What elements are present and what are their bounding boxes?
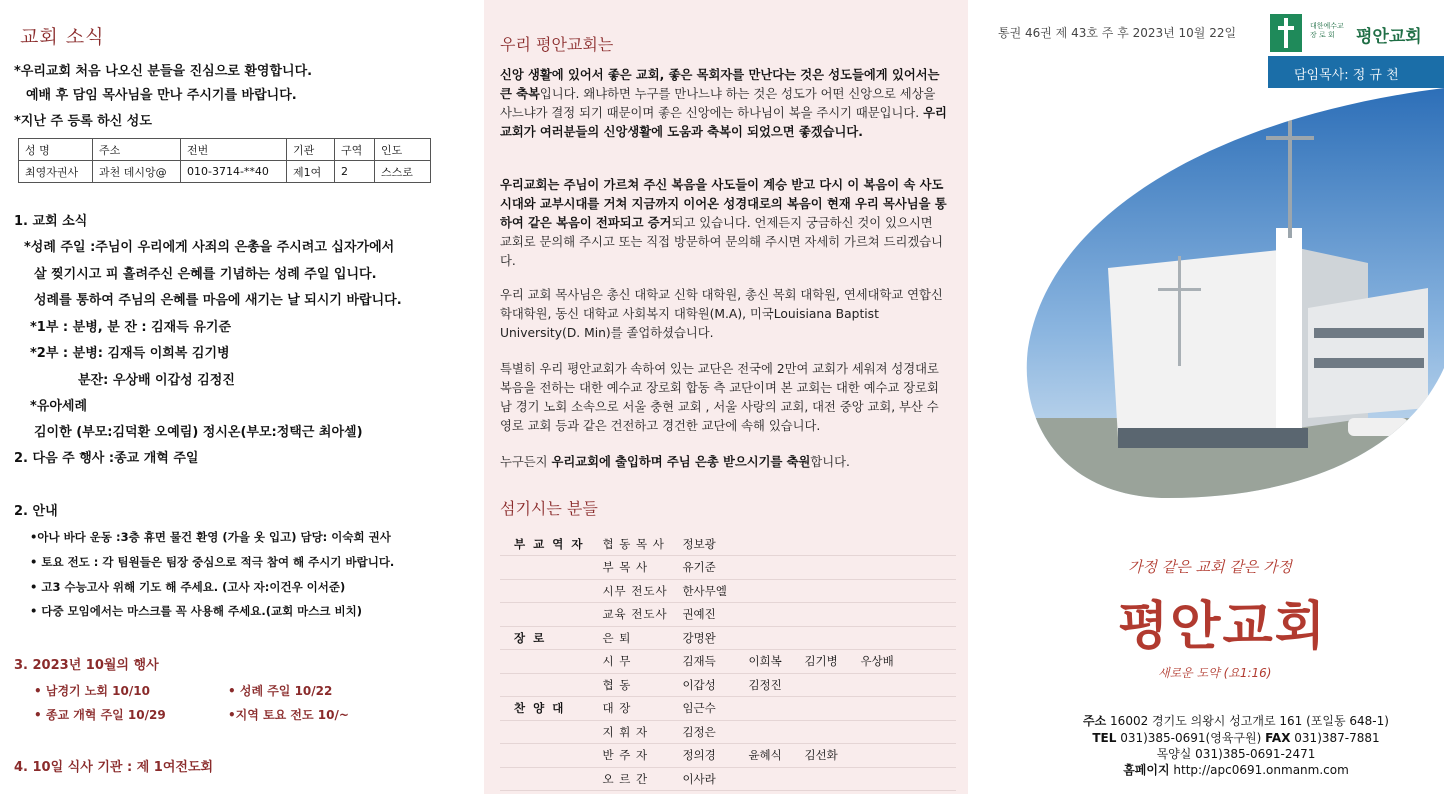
- event-4: •지역 토요 전도 10/~: [228, 708, 349, 722]
- cell: [744, 532, 800, 556]
- cell: 2: [335, 161, 375, 183]
- table-row: [500, 720, 956, 744]
- cell: 부 목 사: [588, 556, 678, 580]
- homepage-link[interactable]: http://apc0691.onmanm.com: [1169, 763, 1349, 777]
- event-1: • 남경기 노회 10/10: [34, 684, 150, 698]
- cell: 협 동: [588, 673, 678, 697]
- logo-church-name: 평안교회: [1356, 27, 1422, 47]
- cell: [500, 744, 588, 768]
- section-1-title: 1. 교회 소식: [14, 214, 88, 229]
- cell: 김기병: [800, 650, 856, 674]
- intro-paragraph-3: 우리 교회 목사님은 총신 대학교 신학 대학원, 총신 목회 대학원, 연세대학교 연합신학대학원, 동신 대학교 사회복지 대학원(M.A), 미국Louisiana Baptist University(D. Min)를 졸업하셨습니다.: [500, 288, 943, 340]
- cell: [744, 579, 800, 603]
- fax-label: FAX: [1265, 731, 1291, 745]
- cell: [800, 767, 856, 791]
- col-phone: 전번: [181, 139, 287, 161]
- table-row: [500, 626, 956, 650]
- cell: 지 휘 자: [588, 720, 678, 744]
- cell: [744, 697, 800, 721]
- cell: 찬 양 대: [500, 697, 588, 721]
- cell: 장 로: [500, 626, 588, 650]
- col-guide: 인도: [375, 139, 431, 161]
- cell: 정보광: [678, 532, 744, 556]
- cover-panel: [968, 0, 1444, 794]
- cell: 정의경: [678, 744, 744, 768]
- cell: [800, 603, 856, 627]
- section-5-title: 4. 10일 식사 기관 : 제 1여전도회: [14, 760, 214, 775]
- cell: 임근수: [678, 697, 744, 721]
- intro-p1-text: 입니다. 왜냐하면 누구를 만나느냐 하는 것은 성도가 어떤 신앙으로 세상을 사느냐가 결정 되기 때문이며 좋은 신앙에는 하나님이 복을 주시기 때문입니다.: [500, 87, 936, 120]
- cell: 김정은: [678, 720, 744, 744]
- intro-p5-a: 누구든지: [500, 455, 552, 469]
- cell: 오 르 간: [588, 767, 678, 791]
- cell: [856, 697, 956, 721]
- intro-paragraph-4: 특별히 우리 평안교회가 속하여 있는 교단은 전국에 2만여 교회가 세워져 성경대로 복음을 전하는 대한 예수교 장로회 합동 측 교단이며 본 교회는 대한 예수교 장로회 남 경기 노회 소속으로 서울 충현 교회 , 서울 사랑의 교회, 대전 중앙 교회, 부산 수 영로 교회 등과 같은 건전하고 경건한 교단에 속해 있습니다.: [500, 362, 939, 433]
- table-row: [500, 767, 956, 791]
- notice-2: • 토요 전도 : 각 팀원들은 팀장 중심으로 적극 참여 해 주시기 바랍니다.: [30, 555, 395, 569]
- cell: [856, 673, 956, 697]
- cell: 010-3714-**40: [181, 161, 287, 183]
- section-3-title: 2. 안내: [14, 504, 58, 519]
- cell: 제1여: [287, 161, 335, 183]
- service-1-line: *1부 : 분병, 분 잔 : 김재득 유기준: [30, 320, 231, 335]
- news-title: 교회 소식: [20, 26, 105, 48]
- homepage-label: 홈페이지: [1123, 763, 1170, 777]
- section-2-title: 2. 다음 주 행사 :종교 개혁 주일: [14, 451, 199, 466]
- issue-info: 통권 46권 제 43호 주 후 2023년 10월 22일: [998, 26, 1237, 40]
- cell: 이희복: [744, 650, 800, 674]
- cell: [500, 650, 588, 674]
- table-row: [500, 650, 956, 674]
- cell: [800, 697, 856, 721]
- service-2-cup-line: 분잔: 우상배 이갑성 김정진: [78, 373, 235, 388]
- cell: [856, 626, 956, 650]
- cell: [744, 603, 800, 627]
- sacrament-line-3: 성례를 통하여 주님의 은혜를 마음에 새기는 날 되시기 바랍니다.: [34, 293, 402, 308]
- cell: [856, 744, 956, 768]
- table-row: [500, 697, 956, 721]
- cell: 스스로: [375, 161, 431, 183]
- table-row: [500, 603, 956, 627]
- infant-baptism-names: 김이한 (부모:김덕환 오예림) 정시온(부모:정택근 최아셀): [34, 425, 363, 440]
- cell: 우상배: [856, 650, 956, 674]
- church-news-panel: [0, 0, 484, 794]
- cell: [500, 556, 588, 580]
- table-row: [500, 673, 956, 697]
- col-address: 주소: [93, 139, 181, 161]
- cell: 과천 데시앙@: [93, 161, 181, 183]
- registration-table: [18, 138, 431, 183]
- cell: 강명완: [678, 626, 744, 650]
- slogan: 가정 같은 교회 같은 가정: [1128, 558, 1292, 576]
- table-row: [500, 532, 956, 556]
- cell: 대 장: [588, 697, 678, 721]
- col-name: 성 명: [19, 139, 93, 161]
- event-3: • 종교 개혁 주일 10/29: [34, 708, 166, 722]
- homepage-line[interactable]: [1028, 761, 1444, 778]
- notice-4: • 다중 모임에서는 마스크를 꼭 사용해 주세요.(교회 마스크 비치): [30, 604, 362, 618]
- intro-p5-bold: 우리교회에 출입하며 주님 은총 받으시기를 축원: [551, 455, 811, 469]
- intro-paragraph-1: [500, 66, 948, 142]
- table-row: [500, 556, 956, 580]
- cell: [500, 603, 588, 627]
- senior-pastor: 담임목사: 정 규 천: [1294, 68, 1399, 83]
- cell: 유기준: [678, 556, 744, 580]
- col-district: 구역: [335, 139, 375, 161]
- cell: 최영자권사: [19, 161, 93, 183]
- cell: 윤혜식: [744, 744, 800, 768]
- church-building-image: [1008, 88, 1444, 498]
- cell: [856, 579, 956, 603]
- sacrament-line-2: 살 찢기시고 피 흘려주신 은혜를 기념하는 성례 주일 입니다.: [34, 267, 377, 282]
- cell: [500, 720, 588, 744]
- pastor-office-line: 목양실 031)385-0691-2471: [1156, 747, 1316, 761]
- cell: 이사라: [678, 767, 744, 791]
- cell: 이갑성: [678, 673, 744, 697]
- intro-p5-b: 합니다.: [810, 455, 850, 469]
- cell: [500, 767, 588, 791]
- sacrament-line-1: *성례 주일 :주님이 우리에게 사죄의 은총을 주시려고 십자가에서: [24, 240, 395, 255]
- servants-table: [500, 532, 956, 791]
- cell: 협 동 목 사: [588, 532, 678, 556]
- cell: [744, 626, 800, 650]
- welcome-line-1: *우리교회 처음 나오신 분들을 진심으로 환영합니다.: [14, 64, 313, 79]
- cell: [500, 673, 588, 697]
- event-2: • 성례 주일 10/22: [228, 684, 333, 698]
- cell: 부 교 역 자: [500, 532, 588, 556]
- church-intro-panel: [484, 0, 968, 794]
- intro-paragraph-5: [500, 453, 948, 472]
- table-row: [19, 161, 431, 183]
- fax-value: 031)387-7881: [1290, 731, 1380, 745]
- notice-3: • 고3 수능고사 위해 기도 해 주세요. (고사 자:이건우 이서준): [30, 580, 346, 594]
- cell: 김재득: [678, 650, 744, 674]
- service-2-line: *2부 : 분병: 김재득 이희복 김기병: [30, 346, 230, 361]
- cell: 김선화: [800, 744, 856, 768]
- table-header-row: [19, 139, 431, 161]
- denomination-label: 대한예수교 장 로 회: [1310, 22, 1344, 39]
- cell: [856, 532, 956, 556]
- address-line: [1028, 712, 1444, 729]
- cell: 권예진: [678, 603, 744, 627]
- cell: [856, 556, 956, 580]
- verse: 새로운 도약 (요1:16): [1158, 666, 1272, 680]
- tel-value: 031)385-0691(영육구원): [1116, 731, 1266, 745]
- intro-title: 우리 평안교회는: [500, 35, 614, 54]
- registration-title: *지난 주 등록 하신 성도: [14, 114, 152, 129]
- cell: 반 주 자: [588, 744, 678, 768]
- cell: 한사무엘: [678, 579, 744, 603]
- church-logo-cross-icon: [1270, 14, 1302, 52]
- cell: [800, 556, 856, 580]
- cell: [744, 720, 800, 744]
- intro-p2-text: 되고 있습니다. 언제든지 궁금하신 것이 있으시면 교회로 문의해 주시고 또는 직접 방문하여 문의해 주시면 자세히 가르쳐 드리겠습니다.: [500, 216, 943, 268]
- cell: [856, 603, 956, 627]
- cell: [856, 767, 956, 791]
- address-label: 주소: [1083, 714, 1107, 728]
- notice-1: •아나 바다 운동 :3층 휴면 물건 환영 (가을 옷 입고) 담당: 이숙희 권사: [30, 530, 391, 544]
- servants-title: 섬기시는 분들: [500, 499, 598, 518]
- cell: [744, 767, 800, 791]
- cell: [500, 579, 588, 603]
- cell: 은 퇴: [588, 626, 678, 650]
- cell: [800, 673, 856, 697]
- table-row: [500, 579, 956, 603]
- cell: [800, 626, 856, 650]
- cell: [800, 532, 856, 556]
- tel-label: TEL: [1092, 731, 1117, 745]
- intro-p1-bold: 신앙 생활에 있어서 좋은 교회, 좋은 목회자를 만난다는 것은 성도들에게 있어서는 큰 축복: [500, 68, 940, 101]
- cell: 시무 전도사: [588, 579, 678, 603]
- church-name-calligraphy: 평안교회: [1118, 597, 1327, 657]
- intro-paragraph-2: [500, 176, 948, 271]
- infant-baptism-title: *유아세례: [30, 399, 88, 414]
- cell: [744, 556, 800, 580]
- cell: 교육 전도사: [588, 603, 678, 627]
- welcome-line-2: 예배 후 담임 목사님을 만나 주시기를 바랍니다.: [26, 88, 297, 103]
- cell: [800, 579, 856, 603]
- address-value: 16002 경기도 의왕시 성고개로 161 (포일동 648-1): [1106, 714, 1389, 728]
- cell: 시 무: [588, 650, 678, 674]
- col-group: 기관: [287, 139, 335, 161]
- table-row: [500, 744, 956, 768]
- cell: 김정진: [744, 673, 800, 697]
- cell: [856, 720, 956, 744]
- cell: [800, 720, 856, 744]
- section-4-title: 3. 2023년 10월의 행사: [14, 658, 159, 673]
- intro-p1-bold-2: 우리 교회가 여러분들의 신앙생활에 도움과 축복이 되었으면 좋겠습니다.: [500, 106, 947, 139]
- intro-p2-bold: 우리교회는 주님이 가르쳐 주신 복음을 사도들이 계승 받고 다시 이 복음이 속 사도시대와 교부시대를 거쳐 지금까지 이어온 성경대로의 복음이 현재 우리 목사님을 통하여 같은 복음이 전파되고 증거: [500, 178, 947, 230]
- phone-line: [1028, 729, 1444, 746]
